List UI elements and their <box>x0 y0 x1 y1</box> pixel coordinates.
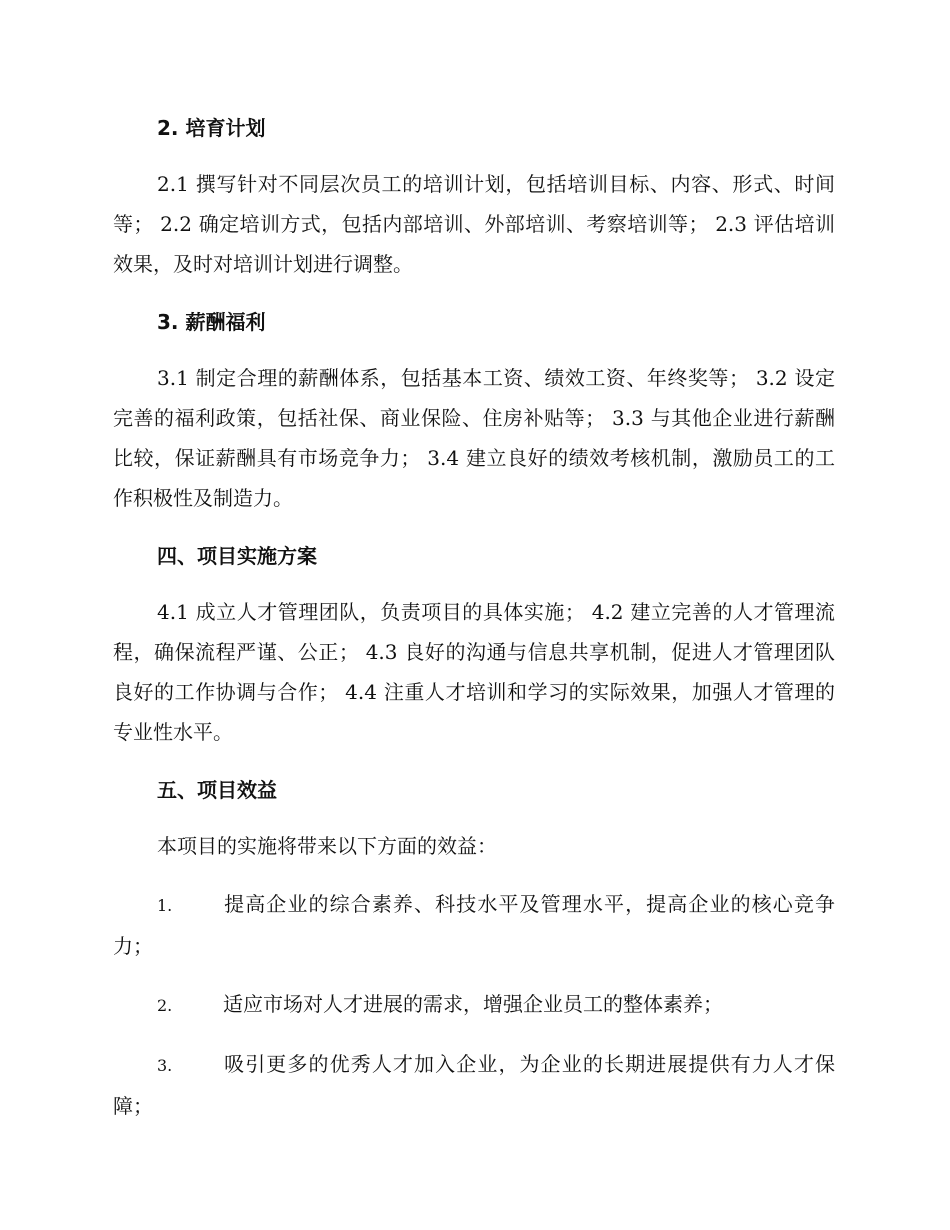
paragraph-training-plan: 2.1 撰写针对不同层次员工的培训计划，包括培训目标、内容、形式、时间等； 2.2 确定培训方式，包括内部培训、外部培训、考察培训等； 2.3 评估培训效果，及时对培训计划进行调整。 <box>113 172 835 276</box>
list-item <box>113 984 835 1026</box>
paragraph-compensation: 3.1 制定合理的薪酬体系，包括基本工资、绩效工资、年终奖等； 3.2 设定完善的福利政策，包括社保、商业保险、住房补贴等； 3.3 与其他企业进行薪酬比较，保证薪酬具有市场竞争力； 3.4 建立良好的绩效考核机制，激励员工的工作积极性及制造力。 <box>113 366 835 510</box>
list-item-number: 3. <box>157 1056 173 1075</box>
list-item-text: 提高企业的综合素养、科技水平及管理水平，提高企业的核心竞争力； <box>113 892 835 958</box>
list-item-text: 适应市场对人才进展的需求，增强企业员工的整体素养； <box>223 992 723 1016</box>
list-item-text: 吸引更多的优秀人才加入企业，为企业的长期进展提供有力人才保障； <box>113 1052 835 1118</box>
section-heading-training-plan: 2. 培育计划 <box>157 116 266 140</box>
list-item-number: 1. <box>157 896 173 915</box>
document-body <box>113 108 835 1126</box>
paragraph-benefits-intro: 本项目的实施将带来以下方面的效益： <box>157 834 497 858</box>
list-item-number: 2. <box>157 996 173 1015</box>
section-heading-compensation: 3. 薪酬福利 <box>157 310 266 334</box>
list-item <box>113 884 835 966</box>
section-heading-benefits: 五、项目效益 <box>157 778 277 802</box>
list-item <box>113 1044 835 1126</box>
section-heading-implementation: 四、项目实施方案 <box>157 544 317 568</box>
paragraph-implementation: 4.1 成立人才管理团队，负责项目的具体实施； 4.2 建立完善的人才管理流程，确保流程严谨、公正； 4.3 良好的沟通与信息共享机制，促进人才管理团队良好的工作协调与合作； 4.4 注重人才培训和学习的实际效果，加强人才管理的专业性水平。 <box>113 600 835 744</box>
